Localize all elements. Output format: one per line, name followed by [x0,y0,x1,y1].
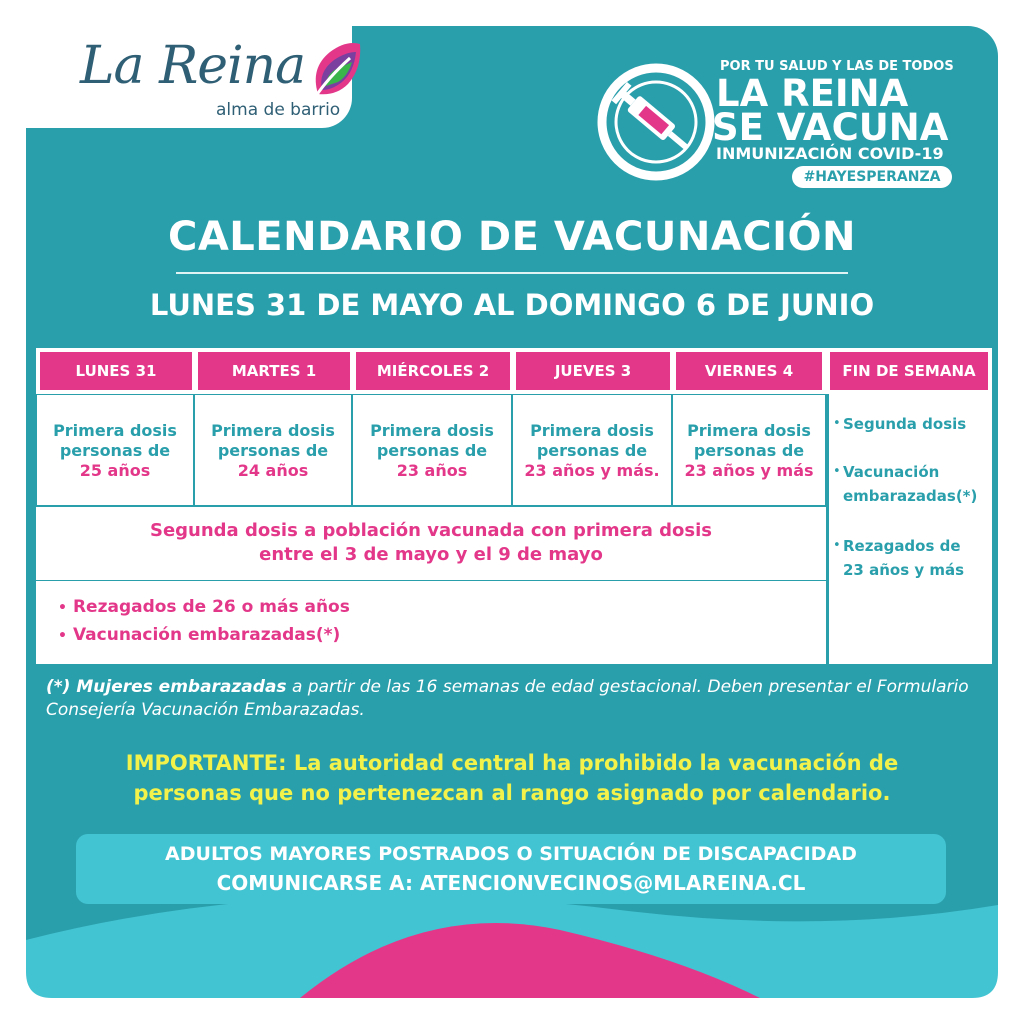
cell-tuesday [194,394,352,506]
header-wednesday: MIÉRCOLES 2 [356,352,510,390]
rezagados-item: • Rezagados de 26 o más años [58,597,350,617]
header-weekend: FIN DE SEMANA [830,352,988,390]
bullet-icon: • [833,416,841,431]
logo-name: La Reina [80,36,306,96]
rezagados-item: • Vacunación embarazadas(*) [58,625,340,645]
logo-area [26,0,352,128]
bullet-icon: • [833,464,841,479]
important-line2: personas que no pertenezcan al rango asignado por calendario. [133,781,891,805]
page-subtitle: LUNES 31 DE MAYO AL DOMINGO 6 DE JUNIO [149,288,875,322]
cell-friday [672,394,826,506]
cell-line2: personas de [376,441,488,460]
cell-thursday [512,394,672,506]
schedule-table [36,348,992,664]
cell-line2: personas de [693,441,805,460]
cell-line1: Primera dosis [687,421,811,440]
cell-wednesday [352,394,512,506]
cell-age: 24 años [237,461,309,480]
cell-monday [36,394,194,506]
contact-line1: ADULTOS MAYORES POSTRADOS O SITUACIÓN DE DISCAPACIDAD [165,843,857,865]
title-divider [176,272,848,274]
cell-line1: Primera dosis [530,421,654,440]
weekend-item: Rezagados de [843,537,961,555]
rezagados-row [36,581,826,664]
campaign-line2: SE VACUNA [712,106,949,149]
bullet-icon: • [833,538,841,553]
syringe-icon [596,62,716,182]
weekend-item: Segunda dosis [843,415,967,433]
leaf-logo-icon [308,38,364,100]
cell-age: 23 años y más. [524,461,660,480]
cell-age: 23 años [396,461,468,480]
weekend-cell [826,394,992,664]
cell-age: 25 años [79,461,151,480]
header-thursday: JUEVES 3 [516,352,670,390]
contact-box [76,834,946,904]
campaign-top-text: POR TU SALUD Y LAS DE TODOS [720,59,954,74]
footnote-text: a partir de las 16 semanas de edad gestacional. Deben presentar el Formulario Consejería Vacunación Embarazadas. [46,677,969,720]
weekend-item: Vacunación [843,463,940,481]
weekend-item: 23 años y más [843,561,965,579]
page-title: CALENDARIO DE VACUNACIÓN [167,214,856,260]
cell-line2: personas de [536,441,648,460]
header-monday: LUNES 31 [40,352,192,390]
footnote-prefix: (*) Mujeres embarazadas [46,677,287,697]
second-dose-line2: entre el 3 de mayo y el 9 de mayo [259,544,603,565]
cell-line2: personas de [217,441,329,460]
important-notice [0,748,1024,808]
logo-tagline: alma de barrio [216,100,341,120]
cell-line1: Primera dosis [370,421,494,440]
second-dose-line1: Segunda dosis a población vacunada con primera dosis [149,520,713,541]
weekend-item: embarazadas(*) [843,487,978,505]
important-line1: IMPORTANTE: La autoridad central ha prohibido la vacunación de [125,751,899,775]
cell-line2: personas de [59,441,171,460]
header-tuesday: MARTES 1 [198,352,350,390]
header-friday: VIERNES 4 [676,352,822,390]
campaign-line3: INMUNIZACIÓN COVID-19 [716,144,944,163]
footnote [46,676,986,722]
campaign-badge [596,56,968,192]
cell-line1: Primera dosis [211,421,335,440]
campaign-line1: LA REINA [716,72,909,115]
campaign-hashtag: #HAYESPERANZA [792,166,952,188]
contact-email: COMUNICARSE A: ATENCIONVECINOS@MLAREINA.CL [216,871,806,895]
second-dose-row [36,506,826,581]
cell-line1: Primera dosis [53,421,177,440]
cell-age: 23 años y más [684,461,814,480]
